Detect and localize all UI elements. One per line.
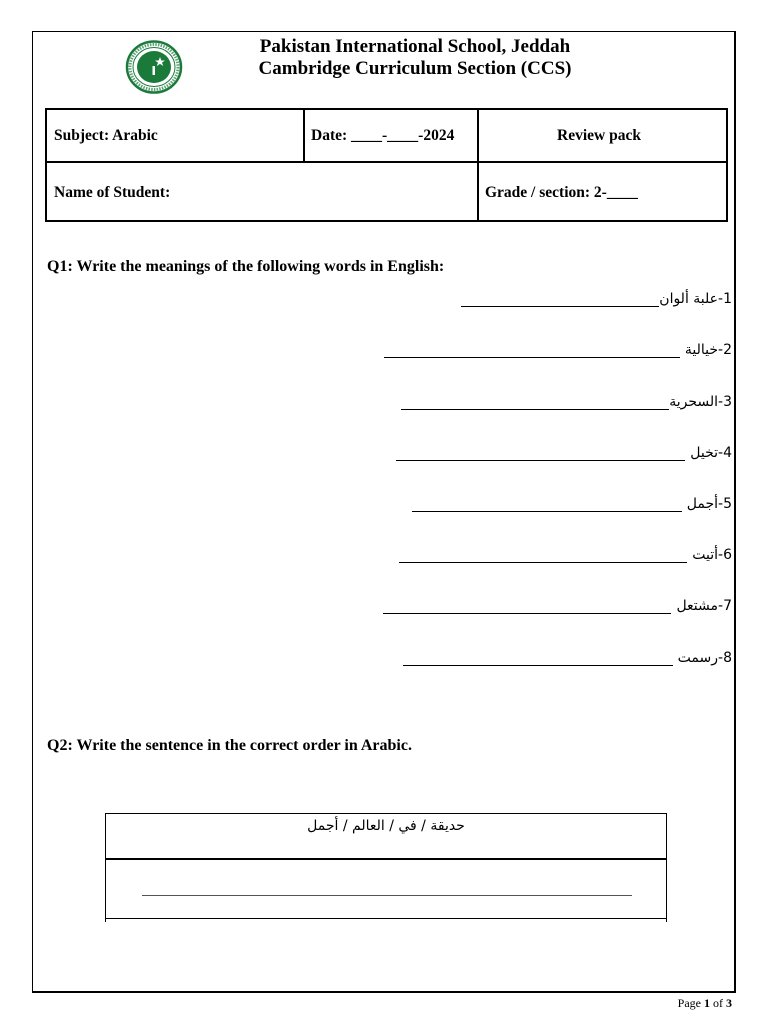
q2-divider xyxy=(106,858,666,860)
q2-answer-line[interactable] xyxy=(142,895,632,896)
arabic-word: مشتعل xyxy=(676,598,719,614)
q1-item xyxy=(396,445,732,461)
q2-answer-box xyxy=(105,813,667,922)
q1-item xyxy=(412,496,732,512)
page-number: 1 xyxy=(704,996,710,1010)
item-number: 2- xyxy=(718,342,732,358)
grade-section-cell[interactable]: Grade / section: 2-____ xyxy=(485,184,638,201)
answer-line[interactable] xyxy=(396,446,685,461)
arabic-word: خيالية xyxy=(684,342,719,358)
page-total: 3 xyxy=(726,996,732,1010)
arabic-word: أتيت xyxy=(692,547,719,563)
answer-line[interactable] xyxy=(383,599,671,614)
arabic-word: علبة ألوان xyxy=(659,291,719,307)
q1-item xyxy=(401,394,732,410)
arabic-word: السحرية xyxy=(669,394,719,410)
date-cell[interactable]: Date: ____-____-2024 xyxy=(311,127,455,144)
q1-item xyxy=(403,650,732,666)
page-footer xyxy=(678,996,732,1011)
q1-item xyxy=(399,547,732,563)
answer-line[interactable] xyxy=(412,497,682,512)
answer-line[interactable] xyxy=(384,343,680,358)
info-table xyxy=(45,108,728,222)
answer-line[interactable] xyxy=(461,292,659,307)
school-title xyxy=(220,36,610,80)
item-number: 6- xyxy=(718,547,732,563)
page-prefix: Page xyxy=(677,996,704,1010)
item-number: 4- xyxy=(718,445,732,461)
subject-cell: Subject: Arabic xyxy=(54,127,158,144)
q1-title: Q1: Write the meanings of the following words in English: xyxy=(47,258,445,275)
arabic-word: تخيل xyxy=(690,445,719,461)
q2-bottom-line xyxy=(106,918,666,919)
item-number: 8- xyxy=(718,650,732,666)
page-of: of xyxy=(710,996,726,1010)
item-number: 1- xyxy=(718,291,732,307)
school-name-line: Pakistan International School, Jeddah xyxy=(259,36,571,57)
review-pack-cell: Review pack xyxy=(557,127,641,144)
section-name-line: Cambridge Curriculum Section (CCS) xyxy=(258,58,572,79)
q1-item xyxy=(384,342,732,358)
item-number: 7- xyxy=(718,598,732,614)
answer-line[interactable] xyxy=(401,395,669,410)
q1-item xyxy=(461,291,732,307)
answer-line[interactable] xyxy=(403,651,673,666)
student-name-cell[interactable]: Name of Student: xyxy=(54,184,171,201)
school-crest-icon xyxy=(125,40,183,94)
item-number: 3- xyxy=(718,394,732,410)
arabic-word: أجمل xyxy=(686,496,719,512)
q2-title: Q2: Write the sentence in the correct order in Arabic. xyxy=(47,737,412,754)
arabic-word: رسمت xyxy=(677,650,719,666)
answer-line[interactable] xyxy=(399,548,687,563)
item-number: 5- xyxy=(718,496,732,512)
q1-item xyxy=(383,598,732,614)
scrambled-sentence: حديقة / في / العالم / أجمل xyxy=(307,818,465,834)
